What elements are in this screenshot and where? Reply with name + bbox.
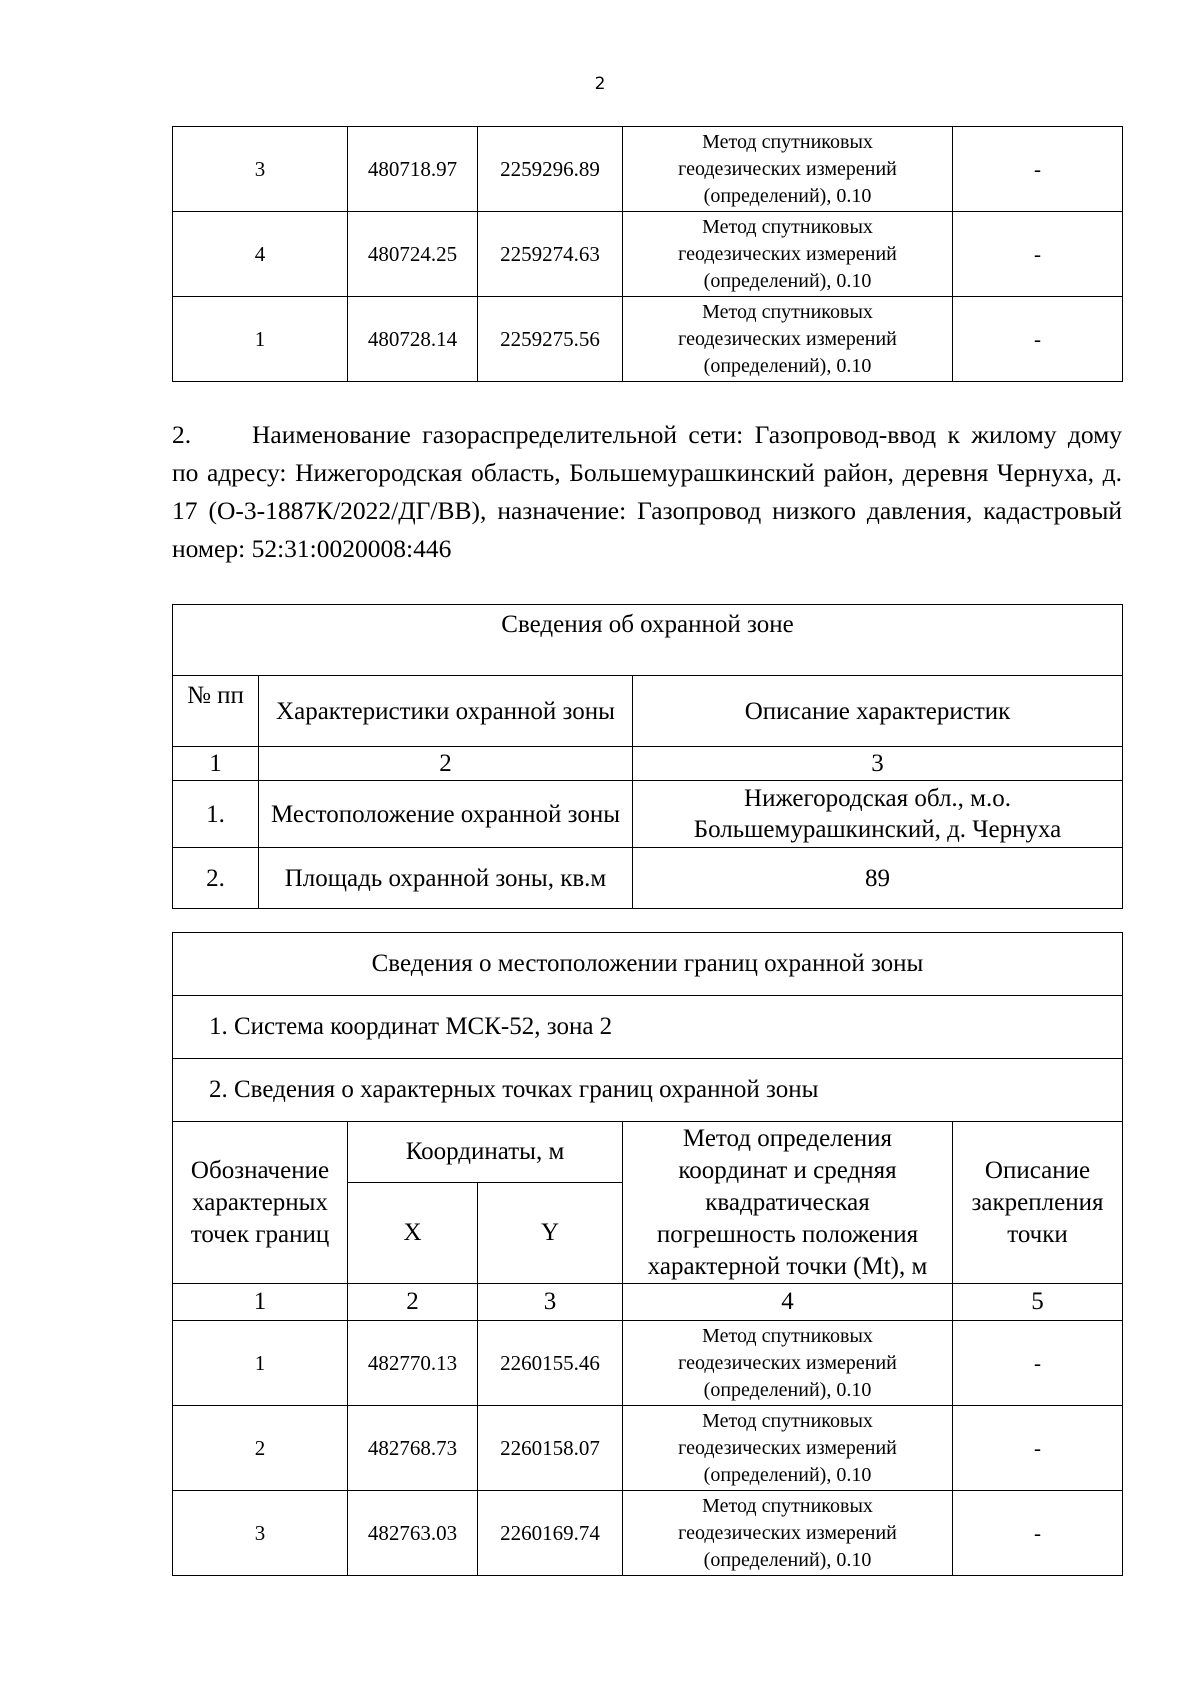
x-cell: 480728.14 <box>348 297 478 382</box>
method-line: геодезических измерений <box>678 1351 897 1374</box>
header-x: X <box>348 1183 478 1284</box>
header-line: Метод определения <box>682 1124 893 1152</box>
page-number: 2 <box>594 74 606 94</box>
header-line: Описание <box>984 1156 1091 1184</box>
method-line: (определений), 0.10 <box>703 1548 872 1571</box>
x-cell: 482768.73 <box>348 1406 478 1491</box>
column-number: 3 <box>478 1284 623 1321</box>
table-row <box>173 297 1123 382</box>
y-cell: 2260158.07 <box>478 1406 623 1491</box>
column-number: 2 <box>348 1284 478 1321</box>
table-title-row <box>173 933 1123 996</box>
fix-cell: - <box>953 127 1123 212</box>
table-row <box>173 212 1123 297</box>
table-header-row <box>173 676 1123 747</box>
top-coordinates-table <box>172 126 1123 382</box>
y-cell: 2259274.63 <box>478 212 623 297</box>
table-row <box>173 1491 1123 1576</box>
method-line: геодезических измерений <box>678 327 897 350</box>
fix-cell: - <box>953 297 1123 382</box>
x-cell: 480724.25 <box>348 212 478 297</box>
section-text: Наименование газораспределительной сети: Газопровод-ввод к жилому дому по адресу: Нижегородская область, Большемурашкинский район, деревня Чернуха, д. 17 (О-3-1887К/2022/ДГ/ВВ), назначение: Газопровод низкого давления, кадастровый номер: 52:31:0020008:446 <box>172 420 1122 563</box>
description-line: Большемурашкинский, д. Чернуха <box>693 816 1062 843</box>
y-cell: 2260169.74 <box>478 1491 623 1576</box>
header-cell: Характеристики охранной зоны <box>259 676 633 747</box>
header-line: характерных <box>192 1188 328 1216</box>
section-paragraph <box>172 416 1122 568</box>
coord-system-row <box>173 996 1123 1059</box>
method-line: геодезических измерений <box>678 242 897 265</box>
points-title-row <box>173 1059 1123 1122</box>
method-cell <box>623 297 953 382</box>
method-line: Метод спутниковых <box>702 215 873 238</box>
fix-cell: - <box>953 1321 1123 1406</box>
table-row <box>173 781 1123 848</box>
header-cell: Описание характеристик <box>633 676 1123 747</box>
points-title: 2. Сведения о характерных точках границ охранной зоны <box>173 1059 1123 1122</box>
method-line: (определений), 0.10 <box>703 354 872 377</box>
method-cell <box>623 127 953 212</box>
method-line: Метод спутниковых <box>702 1494 873 1517</box>
method-line: геодезических измерений <box>678 1521 897 1544</box>
header-line: координат и средняя <box>678 1156 897 1184</box>
table-row <box>173 1406 1123 1491</box>
method-cell <box>623 1491 953 1576</box>
y-cell: 2259296.89 <box>478 127 623 212</box>
column-number: 1 <box>173 747 259 781</box>
y-cell: 2259275.56 <box>478 297 623 382</box>
header-line: погрешность положения <box>656 1220 919 1248</box>
header-method <box>623 1122 953 1284</box>
method-line: Метод спутниковых <box>702 1324 873 1347</box>
method-line: (определений), 0.10 <box>703 1463 872 1486</box>
point-cell: 2 <box>173 1406 348 1491</box>
x-cell: 482763.03 <box>348 1491 478 1576</box>
header-y: Y <box>478 1183 623 1284</box>
x-cell: 480718.97 <box>348 127 478 212</box>
table-row <box>173 1321 1123 1406</box>
method-line: Метод спутниковых <box>702 130 873 153</box>
header-line: закрепления <box>971 1188 1104 1216</box>
x-cell: 482770.13 <box>348 1321 478 1406</box>
boundary-location-table <box>172 932 1123 1576</box>
header-line: квадратическая <box>705 1188 870 1216</box>
point-cell: 3 <box>173 127 348 212</box>
method-cell <box>623 212 953 297</box>
point-cell: 1 <box>173 297 348 382</box>
method-line: (определений), 0.10 <box>703 1378 872 1401</box>
column-number: 1 <box>173 1284 348 1321</box>
column-number-row <box>173 1284 1123 1321</box>
header-line: Обозначение <box>190 1156 330 1184</box>
method-line: (определений), 0.10 <box>703 269 872 292</box>
zone-info-table <box>172 604 1123 909</box>
characteristic-cell: Местоположение охранной зоны <box>259 781 633 848</box>
table-header-row <box>173 1122 1123 1183</box>
header-line: характерной точки (Mt), м <box>647 1252 928 1280</box>
header-cell: № пп <box>173 676 259 747</box>
header-fix <box>953 1122 1123 1284</box>
table-title-row <box>173 605 1123 676</box>
fix-cell: - <box>953 1406 1123 1491</box>
method-line: геодезических измерений <box>678 157 897 180</box>
method-line: геодезических измерений <box>678 1436 897 1459</box>
table-row <box>173 127 1123 212</box>
method-line: Метод спутниковых <box>702 300 873 323</box>
row-number: 2. <box>173 848 259 909</box>
method-cell <box>623 1321 953 1406</box>
header-line: точек границ <box>190 1220 330 1248</box>
description-cell <box>633 781 1123 848</box>
column-number: 5 <box>953 1284 1123 1321</box>
location-table-title: Сведения о местоположении границ охранной зоны <box>173 933 1123 996</box>
characteristic-cell: Площадь охранной зоны, кв.м <box>259 848 633 909</box>
point-cell: 4 <box>173 212 348 297</box>
method-cell <box>623 1406 953 1491</box>
y-cell: 2260155.46 <box>478 1321 623 1406</box>
point-cell: 3 <box>173 1491 348 1576</box>
column-number-row <box>173 747 1123 781</box>
header-line: точки <box>1007 1220 1068 1248</box>
description-cell: 89 <box>633 848 1123 909</box>
point-cell: 1 <box>173 1321 348 1406</box>
header-coordinates: Координаты, м <box>348 1122 623 1183</box>
table-row <box>173 848 1123 909</box>
description-line: Нижегородская обл., м.о. <box>744 785 1011 812</box>
fix-cell: - <box>953 1491 1123 1576</box>
method-line: Метод спутниковых <box>702 1409 873 1432</box>
column-number: 4 <box>623 1284 953 1321</box>
column-number: 2 <box>259 747 633 781</box>
column-number: 3 <box>633 747 1123 781</box>
fix-cell: - <box>953 212 1123 297</box>
coord-system: 1. Система координат МСК-52, зона 2 <box>173 996 1123 1059</box>
row-number: 1. <box>173 781 259 848</box>
section-number: 2. <box>172 420 192 449</box>
header-designation <box>173 1122 348 1284</box>
method-line: (определений), 0.10 <box>703 184 872 207</box>
zone-table-title: Сведения об охранной зоне <box>173 605 1123 676</box>
